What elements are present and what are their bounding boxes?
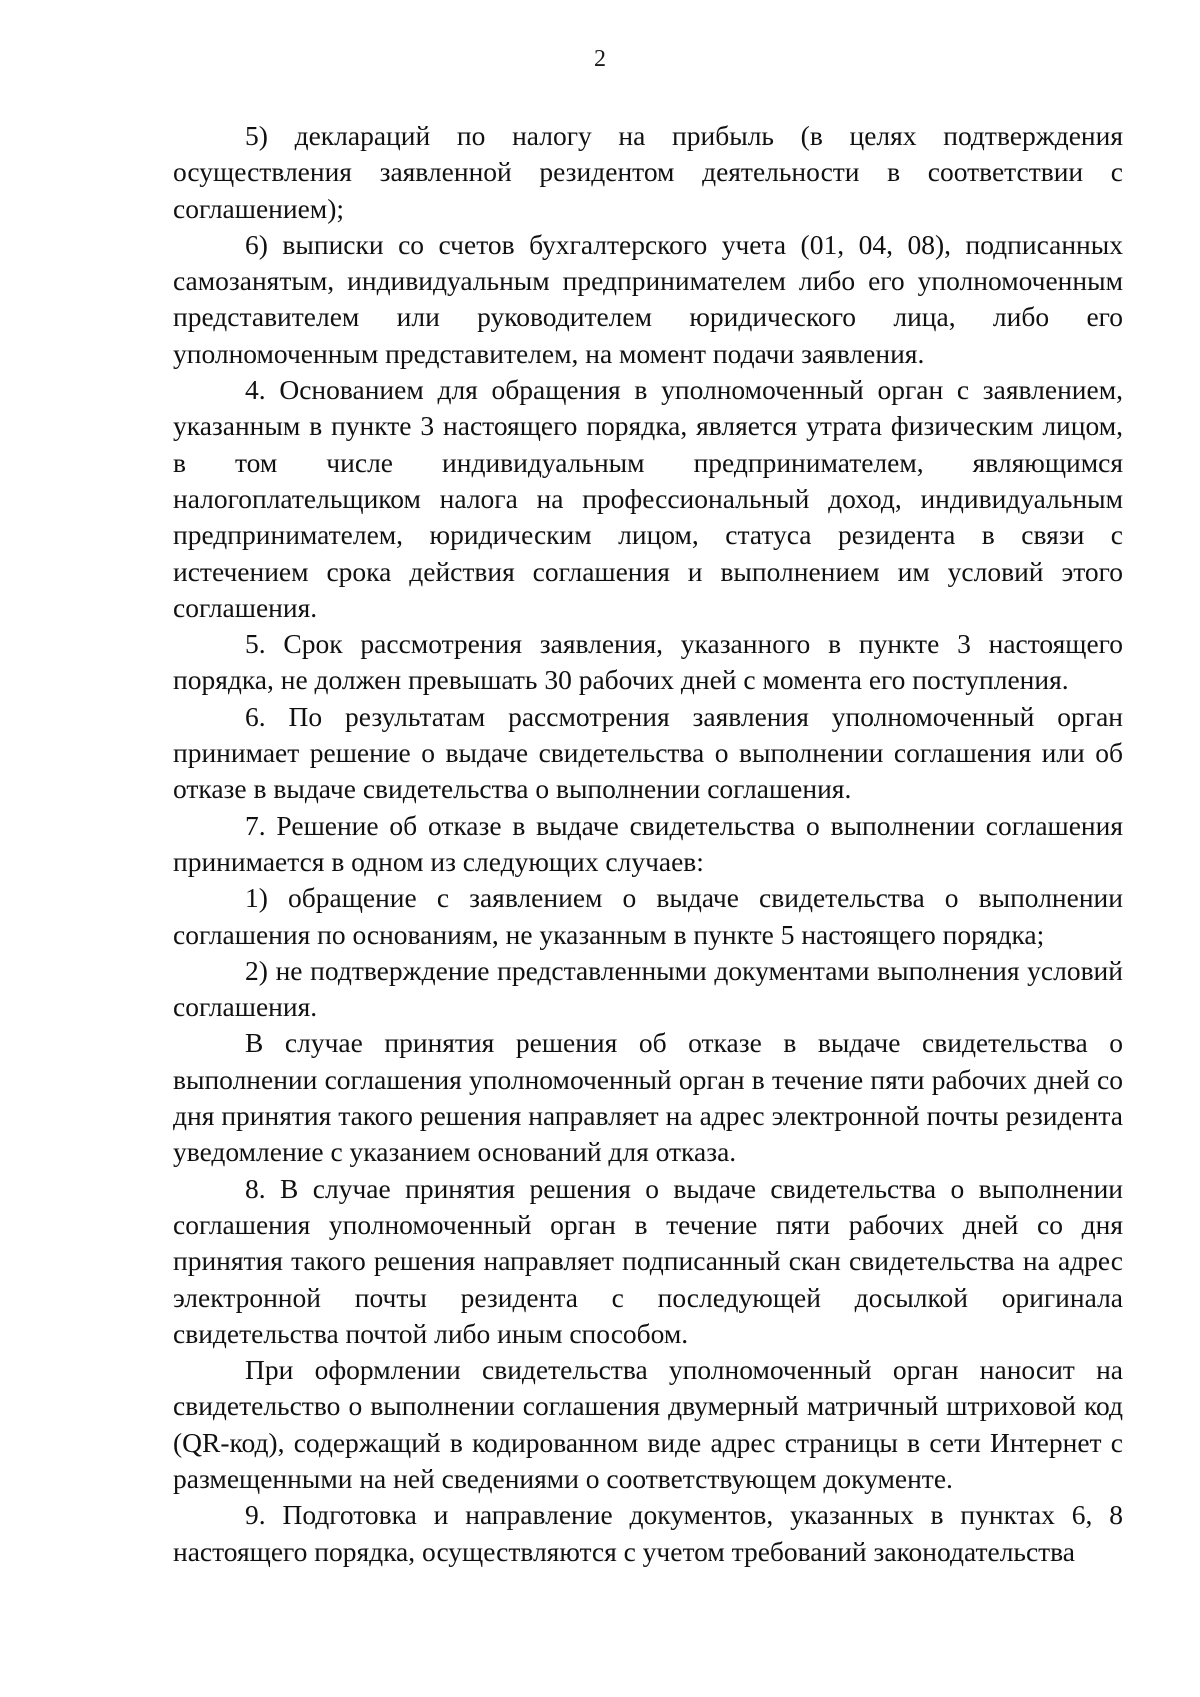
page-number: 2	[594, 46, 606, 72]
paragraph-clause-5: 5. Срок рассмотрения заявления, указанного в пункте 3 настоящего порядка, не должен превышать 30 рабочих дней с момента его поступления.	[173, 628, 1123, 696]
paragraph-clause-7-item-1: 1) обращение с заявлением о выдаче свидетельства о выполнении соглашения по основаниям, не указанным в пункте 5 настоящего порядка;	[173, 882, 1123, 950]
paragraph-clause-7: 7. Решение об отказе в выдаче свидетельства о выполнении соглашения принимается в одном из следующих случаев:	[173, 809, 1123, 877]
paragraph-clause-9: 9. Подготовка и направление документов, указанных в пунктах 6, 8 настоящего порядка, осуществляются с учетом требований законодательства	[173, 1499, 1123, 1567]
paragraph-clause-4: 4. Основанием для обращения в уполномоченный орган с заявлением, указанным в пункте 3 настоящего порядка, является утрата физическим лицом, в том числе индивидуальным предпринимателем, являющимся налогоплательщиком налога на профессиональный доход, индивидуальным предпринимателем, юридическим лицом, статуса резидента в связи с истечением срока действия соглашения и выполнением им условий этого соглашения.	[173, 374, 1123, 623]
paragraph-clause-8: 8. В случае принятия решения о выдаче свидетельства о выполнении соглашения уполномоченный орган в течение пяти рабочих дней со дня принятия такого решения направляет подписанный скан свидетельства на адрес электронной почты резидента с последующей досылкой оригинала свидетельства почтой либо иным способом.	[173, 1172, 1123, 1349]
paragraph-item-6-account-statements: 6) выписки со счетов бухгалтерского учета (01, 04, 08), подписанных самозанятым, индивидуальным предпринимателем либо его уполномоченным представителем или руководителем юридического лица, либо его уполномоченным представителем, на момент подачи заявления.	[173, 228, 1123, 369]
paragraph-item-5-declarations: 5) деклараций по налогу на прибыль (в целях подтверждения осуществления заявленной резидентом деятельности в соответствии с соглашением);	[173, 120, 1123, 224]
paragraph-refusal-notice: В случае принятия решения об отказе в выдаче свидетельства о выполнении соглашения уполномоченный орган в течение пяти рабочих дней со дня принятия такого решения направляет на адрес электронной почты резидента уведомление с указанием оснований для отказа.	[173, 1027, 1123, 1168]
paragraph-clause-6: 6. По результатам рассмотрения заявления уполномоченный орган принимает решение о выдаче свидетельства о выполнении соглашения или об отказе в выдаче свидетельства о выполнении соглашения.	[173, 700, 1123, 805]
document-body	[173, 118, 1123, 1570]
paragraph-clause-7-item-2: 2) не подтверждение представленными документами выполнения условий соглашения.	[173, 954, 1123, 1023]
paragraph-qr-code: При оформлении свидетельства уполномоченный орган наносит на свидетельство о выполнении соглашения двумерный матричный штриховой код (QR-код), содержащий в кодированном виде адрес страницы в сети Интернет с размещенными на ней сведениями о соответствующем документе.	[173, 1354, 1123, 1494]
